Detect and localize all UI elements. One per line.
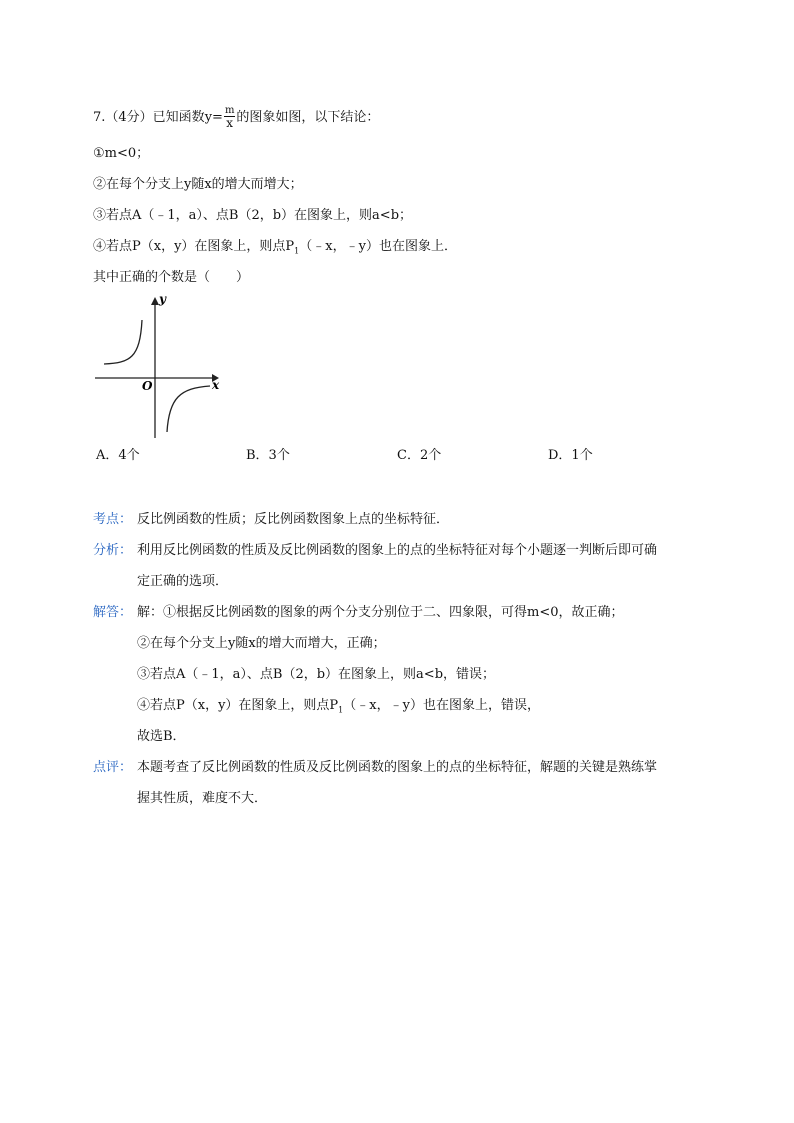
statement-3: ③若点A（﹣1，a）、点B（2，b）在图象上，则a<b； — [93, 208, 413, 223]
option-b: B．3个 — [246, 448, 290, 463]
function-fraction — [224, 106, 235, 129]
option-a: A．4个 — [96, 448, 140, 463]
jieda-line-2: ②在每个分支上y随x的增大而增大，正确； — [137, 636, 386, 651]
origin-label: O — [142, 379, 153, 393]
fenxi-line-1: 利用反比例函数的性质及反比例函数的图象上的点的坐标特征对每个小题逐一判断后即可确 — [137, 543, 658, 558]
dianping-line-2: 握其性质，难度不大． — [137, 791, 268, 806]
question-prefix: 7.（4分）已知函数 — [93, 110, 205, 125]
jieda-line-3: ③若点A（﹣1，a）、点B（2，b）在图象上，则a<b，错误； — [137, 667, 496, 682]
question-stem — [93, 106, 379, 129]
jieda-line-1: 解：①根据反比例函数的图象的两个分支分别位于二、四象限，可得m<0，故正确； — [137, 605, 624, 620]
jieda-line-4: ④若点P（x，y）在图象上，则点$P_1(﹣x$，﹣y）也在图象上，错误， — [137, 698, 540, 715]
fenxi-line-2: 定正确的选项． — [137, 574, 229, 589]
statement-4: ④若点P（x，y）在图象上，则点$P_1(﹣x$，﹣y）也在图象上． — [93, 239, 457, 256]
curve-branch-upper-left — [104, 320, 142, 364]
x-axis-label: x — [212, 378, 220, 392]
y-axis-label: y — [159, 292, 166, 306]
fenxi-label: 分析： — [93, 543, 133, 558]
question-ask: 其中正确的个数是（ ） — [93, 270, 250, 285]
dianping-line-1: 本题考查了反比例函数的性质及反比例函数的图象上的点的坐标特征，解题的关键是熟练掌 — [137, 760, 658, 775]
y-axis-arrow — [151, 297, 159, 305]
question-suffix: 的图象如图，以下结论： — [236, 110, 380, 125]
option-d: D．1个 — [548, 448, 593, 463]
jieda-line-5: 故选B． — [137, 729, 186, 744]
dianping-label: 点评： — [93, 760, 133, 775]
subscript-1: 1 — [294, 246, 300, 256]
curve-branch-lower-right — [167, 386, 210, 432]
kaodian-label: 考点： — [93, 512, 133, 527]
option-c: C．2个 — [397, 448, 442, 463]
hyperbola-graph — [92, 292, 222, 440]
jieda-label: 解答： — [93, 605, 133, 620]
statement-2: ②在每个分支上y随x的增大而增大； — [93, 177, 303, 192]
fraction-numerator: m — [224, 105, 235, 116]
fraction-denominator: x — [226, 116, 234, 130]
function-y: y= — [204, 110, 223, 125]
subscript-1: 1 — [338, 705, 344, 715]
statement-1: ①m<0； — [93, 146, 150, 161]
kaodian-text: 反比例函数的性质；反比例函数图象上点的坐标特征． — [137, 512, 450, 527]
